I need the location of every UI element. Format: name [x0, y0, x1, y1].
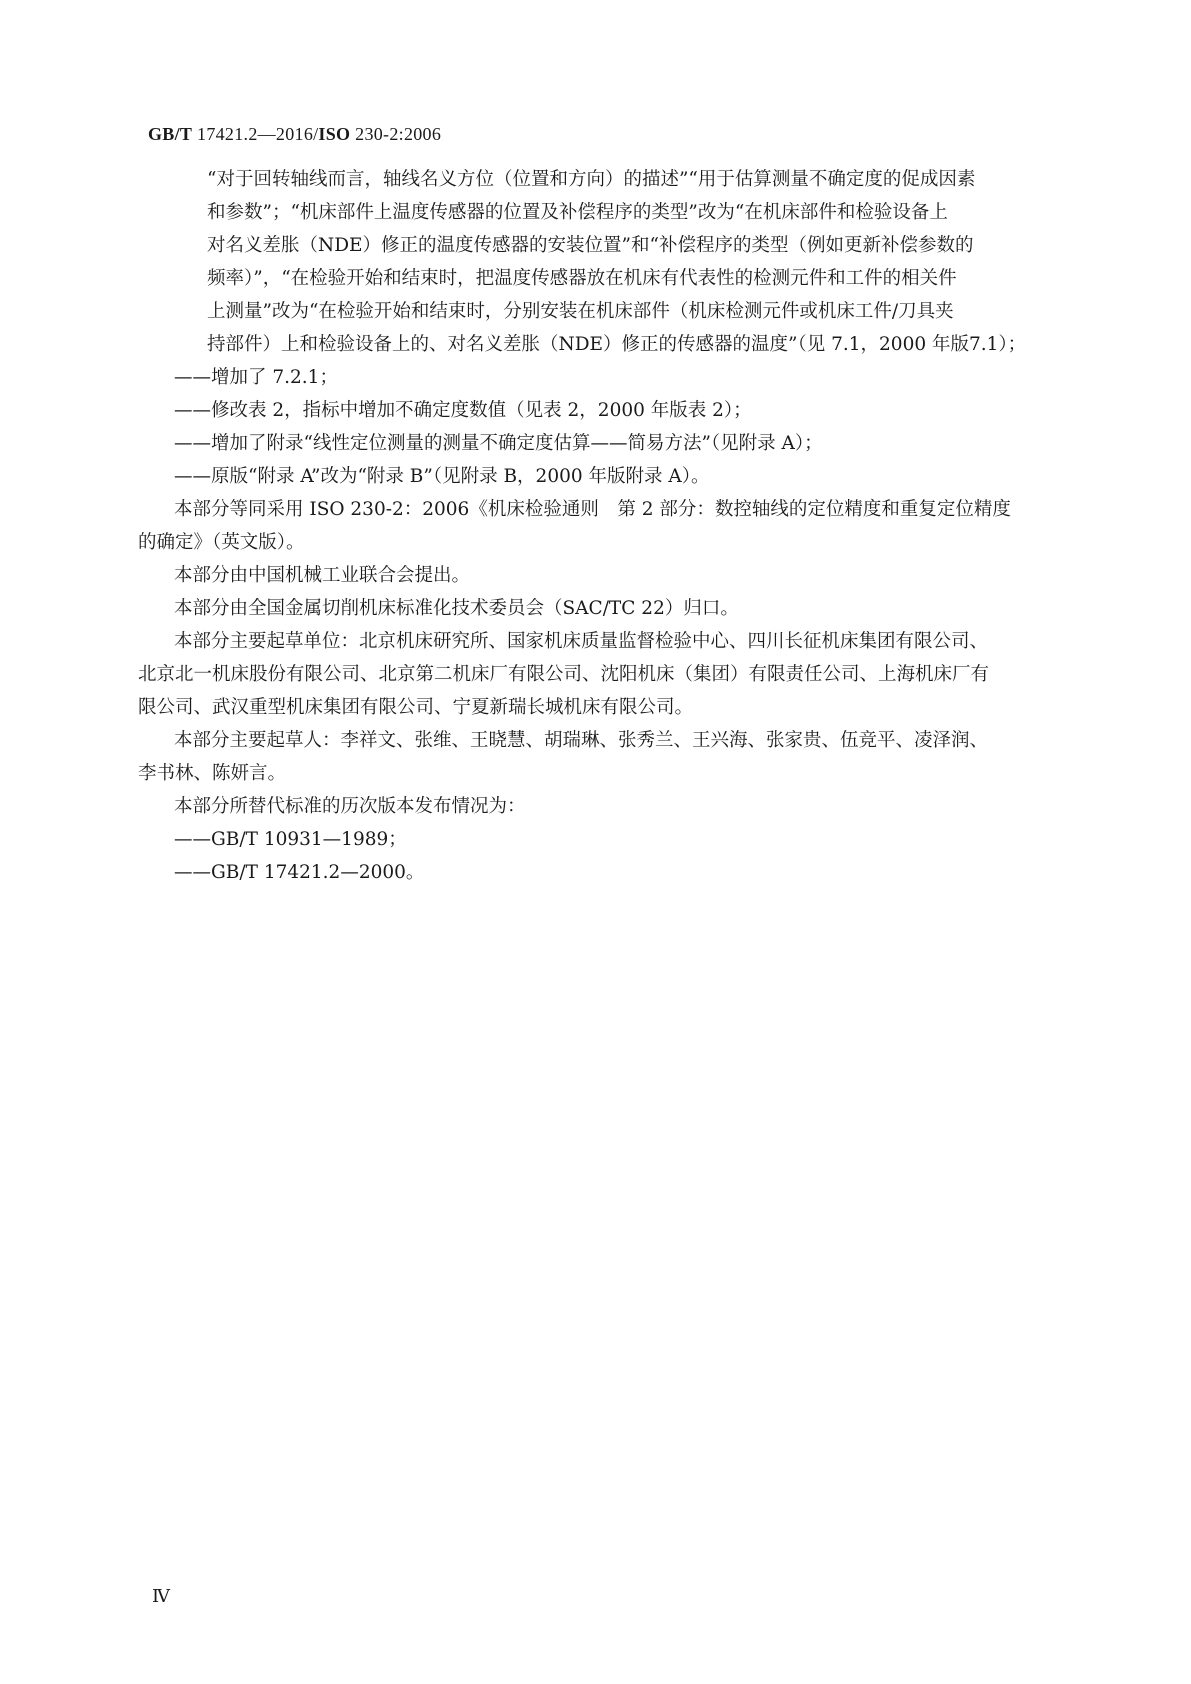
page-number: Ⅳ: [152, 1586, 170, 1607]
proposer-paragraph: [174, 559, 1054, 592]
change-item: ——增加了 7.2.1；: [174, 367, 338, 388]
text-line: 本部分主要起草人：李祥文、张维、王晓慧、胡瑞琳、张秀兰、王兴海、张家贵、伍竞平、凌泽润、: [174, 730, 989, 751]
text-line: “对于回转轴线而言，轴线名义方位（位置和方向）的描述”“用于估算测量不确定度的促成因素: [207, 169, 976, 190]
text-line: 对名义差胀（NDE）修正的温度传感器的安装位置”和“补偿程序的类型（例如更新补偿参数的: [207, 235, 974, 256]
text-line: 本部分等同采用 ISO 230-2：2006《机床检验通则 第 2 部分：数控轴线的定位精度和重复定位精度: [174, 499, 1011, 520]
document-header: [148, 124, 441, 145]
history-item: ——GB/T 10931—1989；: [174, 829, 407, 850]
text-line: 本部分所替代标准的历次版本发布情况为：: [174, 796, 526, 817]
header-iso-number: 230-2:2006: [350, 124, 442, 144]
text-line: 李书林、陈妍言。: [138, 763, 287, 784]
text-line: 北京北一机床股份有限公司、北京第二机床厂有限公司、沈阳机床（集团）有限责任公司、上海机床厂有: [138, 664, 990, 685]
text-line: 频率）”，“在检验开始和结束时，把温度传感器放在机床有代表性的检测元件和工件的相关件: [207, 268, 957, 289]
drafters-paragraph: [138, 724, 1054, 790]
text-line: 本部分由全国金属切削机床标准化技术委员会（SAC/TC 22）归口。: [174, 598, 739, 619]
text-line: 限公司、武汉重型机床集团有限公司、宁夏新瑞长城机床有限公司。: [138, 697, 694, 718]
text-line: 本部分由中国机械工业联合会提出。: [174, 565, 471, 586]
text-line: 和参数”；“机床部件上温度传感器的位置及补偿程序的类型”改为“在机床部件和检验设备上: [207, 202, 948, 223]
change-item: ——修改表 2，指标中增加不确定度数值（见表 2，2000 年版表 2）；: [174, 400, 752, 421]
change-item: ——增加了附录“线性定位测量的测量不确定度估算——简易方法”（见附录 A）；: [174, 433, 823, 454]
continued-change-item: [207, 163, 1054, 361]
header-iso: ISO: [318, 124, 351, 144]
text-line: 的确定》（英文版）。: [138, 532, 305, 553]
text-line: 上测量”改为“在检验开始和结束时，分别安装在机床部件（机床检测元件或机床工件/刀具夹: [207, 301, 954, 322]
text-line: 持部件）上和检验设备上的、对名义差胀（NDE）修正的传感器的温度”（见 7.1，2000 年版7.1）；: [207, 334, 1027, 355]
history-item: ——GB/T 17421.2—2000。: [174, 862, 425, 883]
history-intro-paragraph: [174, 790, 1054, 823]
text-line: 本部分主要起草单位：北京机床研究所、国家机床质量监督检验中心、四川长征机床集团有限公司、: [174, 631, 989, 652]
drafting-units-paragraph: [138, 625, 1054, 724]
header-number: 17421.2—2016/: [192, 124, 319, 144]
foreword-body: [138, 163, 1054, 889]
header-gb: GB/T: [148, 124, 193, 144]
change-item: ——原版“附录 A”改为“附录 B”（见附录 B，2000 年版附录 A）。: [174, 466, 710, 487]
centralized-paragraph: [174, 592, 1054, 625]
adoption-paragraph: [138, 493, 1054, 559]
